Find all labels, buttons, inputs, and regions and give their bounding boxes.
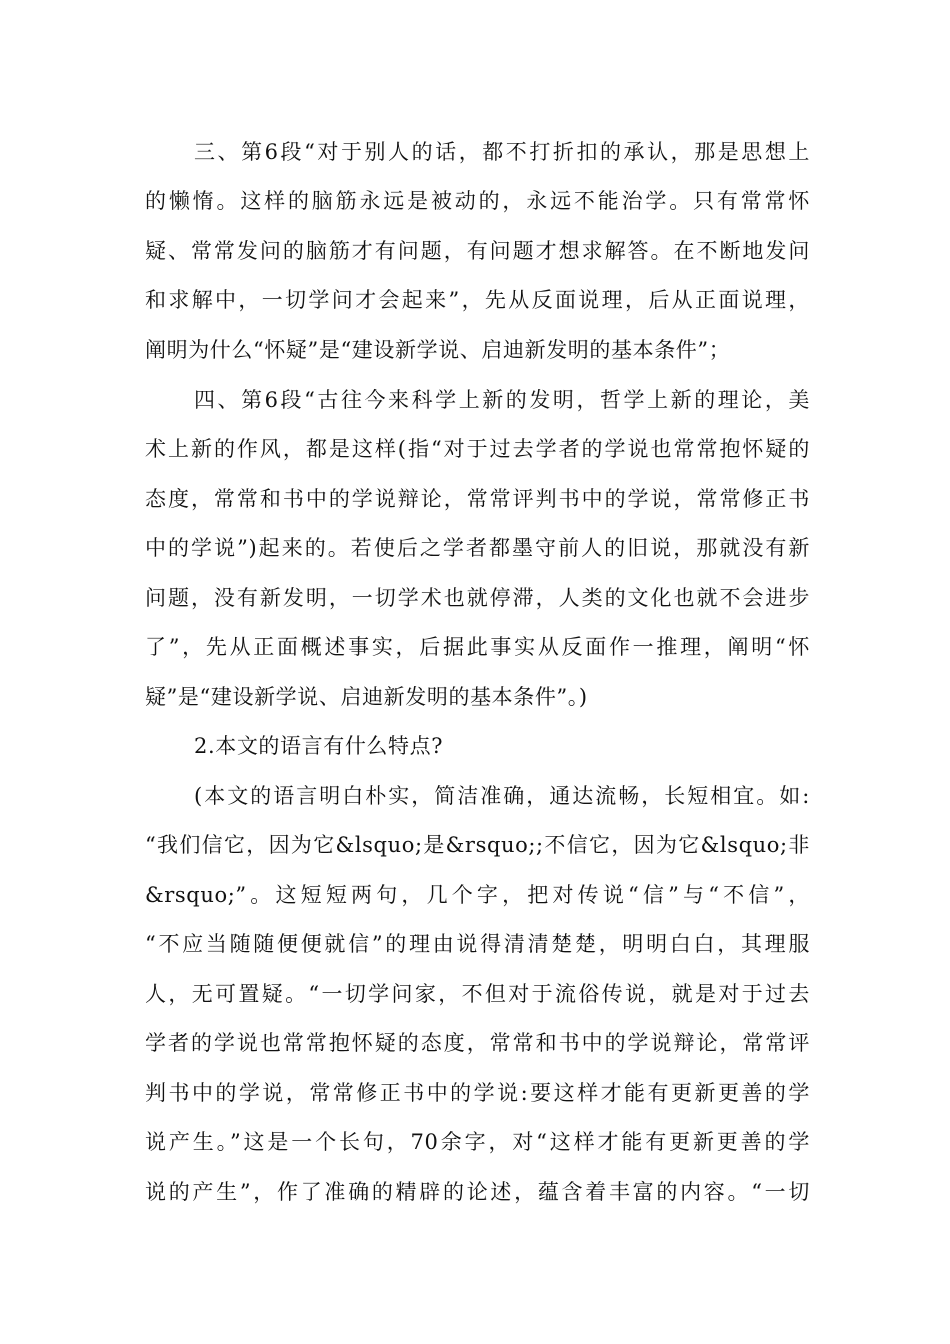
- text-line: 态度，常常和书中的学说辩论，常常评判书中的学说，常常修正书: [145, 487, 810, 511]
- text-line: 判书中的学说，常常修正书中的学说:要这样才能有更新更善的学: [145, 1081, 810, 1105]
- text-line: 术上新的作风，都是这样(指“对于过去学者的学说也常常抱怀疑的: [145, 437, 810, 461]
- text-line: 的懒惰。这样的脑筋永远是被动的，永远不能治学。只有常常怀: [145, 189, 810, 213]
- text-line: 和求解中，一切学问才会起来”，先从反面说理，后从正面说理，: [145, 288, 810, 312]
- text-line: 四、第6段“古往今来科学上新的发明，哲学上新的理论，美: [194, 388, 810, 412]
- text-line: “我们信它，因为它&lsquo;是&rsquo;;不信它，因为它&lsquo;非: [145, 833, 810, 857]
- text-line: 说产生。”这是一个长句，70余字，对“这样才能有更新更善的学: [145, 1130, 810, 1154]
- question-heading: 2.本文的语言有什么特点?: [194, 734, 444, 758]
- text-line: &rsquo;”。这短短两句，几个字，把对传说“信”与“不信”，: [145, 883, 810, 907]
- text-line: 疑”是“建设新学说、启迪新发明的基本条件”。): [145, 685, 588, 709]
- text-line: 阐明为什么“怀疑”是“建设新学说、启迪新发明的基本条件”；: [145, 338, 731, 362]
- text-line: 三、第6段“对于别人的话，都不打折扣的承认，那是思想上: [194, 140, 810, 164]
- text-line: 学者的学说也常常抱怀疑的态度，常常和书中的学说辩论，常常评: [145, 1031, 810, 1055]
- text-line: “不应当随随便便就信”的理由说得清清楚楚，明明白白，其理服: [145, 932, 810, 956]
- text-line: 中的学说”)起来的。若使后之学者都墨守前人的旧说，那就没有新: [145, 536, 810, 560]
- text-line: (本文的语言明白朴实，简洁准确，通达流畅，长短相宜。如:: [194, 784, 810, 808]
- text-line: 问题，没有新发明，一切学术也就停滞，人类的文化也就不会进步: [145, 586, 810, 610]
- text-line: 疑、常常发问的脑筋才有问题，有问题才想求解答。在不断地发问: [145, 239, 810, 263]
- text-line: 说的产生”，作了准确的精辟的论述，蕴含着丰富的内容。“一切: [145, 1180, 810, 1204]
- text-line: 人，无可置疑。“一切学问家，不但对于流俗传说，就是对于过去: [145, 982, 810, 1006]
- text-line: 了”，先从正面概述事实，后据此事实从反面作一推理，阐明“怀: [145, 635, 810, 659]
